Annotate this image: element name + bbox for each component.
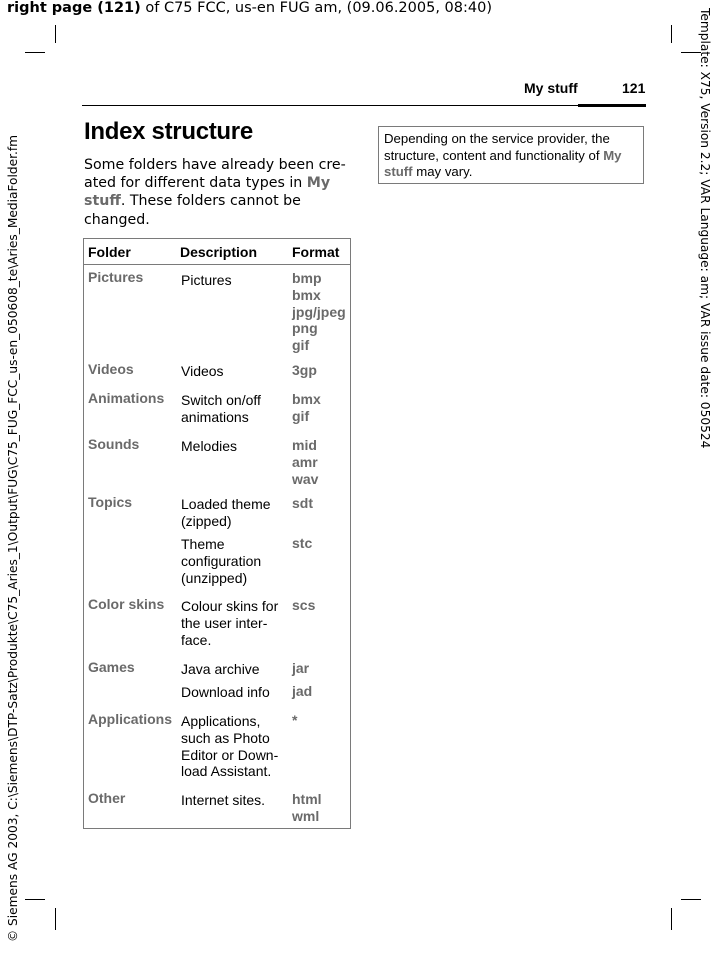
print-header-info: of C75 FCC, us-en FUG am, (09.06.2005, 08:40) (140, 0, 492, 16)
header-rule (82, 105, 646, 106)
crop-mark (25, 52, 45, 53)
file-format: bmp bmx jpg/jpeg png gif (292, 270, 346, 354)
folder-description: Switch on/off animations (181, 392, 261, 425)
column-header-format: Format (292, 244, 340, 260)
crop-mark (681, 899, 701, 900)
crop-mark (55, 908, 56, 930)
folder-name: Pictures (88, 269, 144, 285)
folder-name: Animations (88, 390, 165, 406)
crop-mark (671, 908, 672, 930)
folder-description: Colour skins for the user inter- face. (181, 598, 279, 648)
file-format: html wml (292, 791, 322, 824)
intro-line: ated for different data types in My (84, 175, 331, 192)
file-format: * (292, 712, 298, 728)
template-info: Template: X75, Version 2.2; VAR Language: am; VAR issue date: 050524 (698, 8, 712, 449)
folder-description: Download info (181, 684, 270, 700)
provider-note-box (378, 126, 644, 184)
file-format: scs (292, 597, 316, 613)
file-format: jad (292, 683, 313, 699)
copyright-path: © Siemens AG 2003, C:\Siemens\DTP-Satz\Produkte\C75_Aries_1\Output\FUG\C75_FUG_FCC_us-en_050608_te\Aries_MediaFolder.fm (6, 134, 20, 942)
folder-description: Videos (181, 363, 224, 379)
intro-line: changed. (84, 211, 150, 228)
page-title: Index structure (84, 118, 253, 145)
folder-description: Loaded theme (zipped) (181, 496, 271, 529)
folder-description: Pictures (181, 272, 232, 288)
folder-description: Internet sites. (181, 792, 266, 808)
table-header-rule (84, 264, 350, 265)
page-number: 121 (622, 80, 646, 96)
folder-description: Melodies (181, 438, 238, 454)
crop-mark (671, 25, 672, 43)
print-header-page: right page (121) (7, 0, 141, 16)
folder-name: Color skins (88, 596, 165, 612)
provider-note-text: Depending on the service provider, the structure, content and functionality of My stuff may vary. (384, 131, 622, 180)
crop-mark (55, 25, 56, 43)
section-title: My stuff (524, 80, 578, 96)
file-format: 3gp (292, 362, 317, 378)
intro-paragraph (84, 156, 354, 229)
folder-name: Games (88, 659, 135, 675)
intro-line: stuff. These folders cannot be (84, 193, 301, 210)
menu-term: My (306, 175, 331, 192)
folder-description: Theme configuration (unzipped) (181, 536, 262, 586)
column-header-description: Description (180, 244, 258, 260)
column-header-folder: Folder (88, 244, 131, 260)
folder-description: Java archive (181, 661, 260, 677)
file-format: mid amr wav (292, 437, 319, 487)
file-format: sdt (292, 495, 313, 511)
menu-term: My (603, 147, 622, 163)
folder-name: Applications (88, 711, 173, 727)
folder-name: Topics (88, 494, 133, 510)
folder-name: Videos (88, 361, 134, 377)
menu-term: stuff (84, 193, 121, 210)
intro-line: Some folders have already been cre- (84, 157, 346, 173)
folder-description: Applications, such as Photo Editor or Down- load Assistant. (181, 713, 279, 780)
file-format: stc (292, 535, 313, 551)
file-format: bmx gif (292, 391, 321, 424)
file-format: jar (292, 660, 310, 676)
menu-term: stuff (384, 164, 413, 180)
folder-name: Sounds (88, 436, 140, 452)
print-header (7, 0, 492, 16)
crop-mark (25, 899, 45, 900)
header-rule-tab (578, 104, 646, 107)
folder-name: Other (88, 790, 126, 806)
